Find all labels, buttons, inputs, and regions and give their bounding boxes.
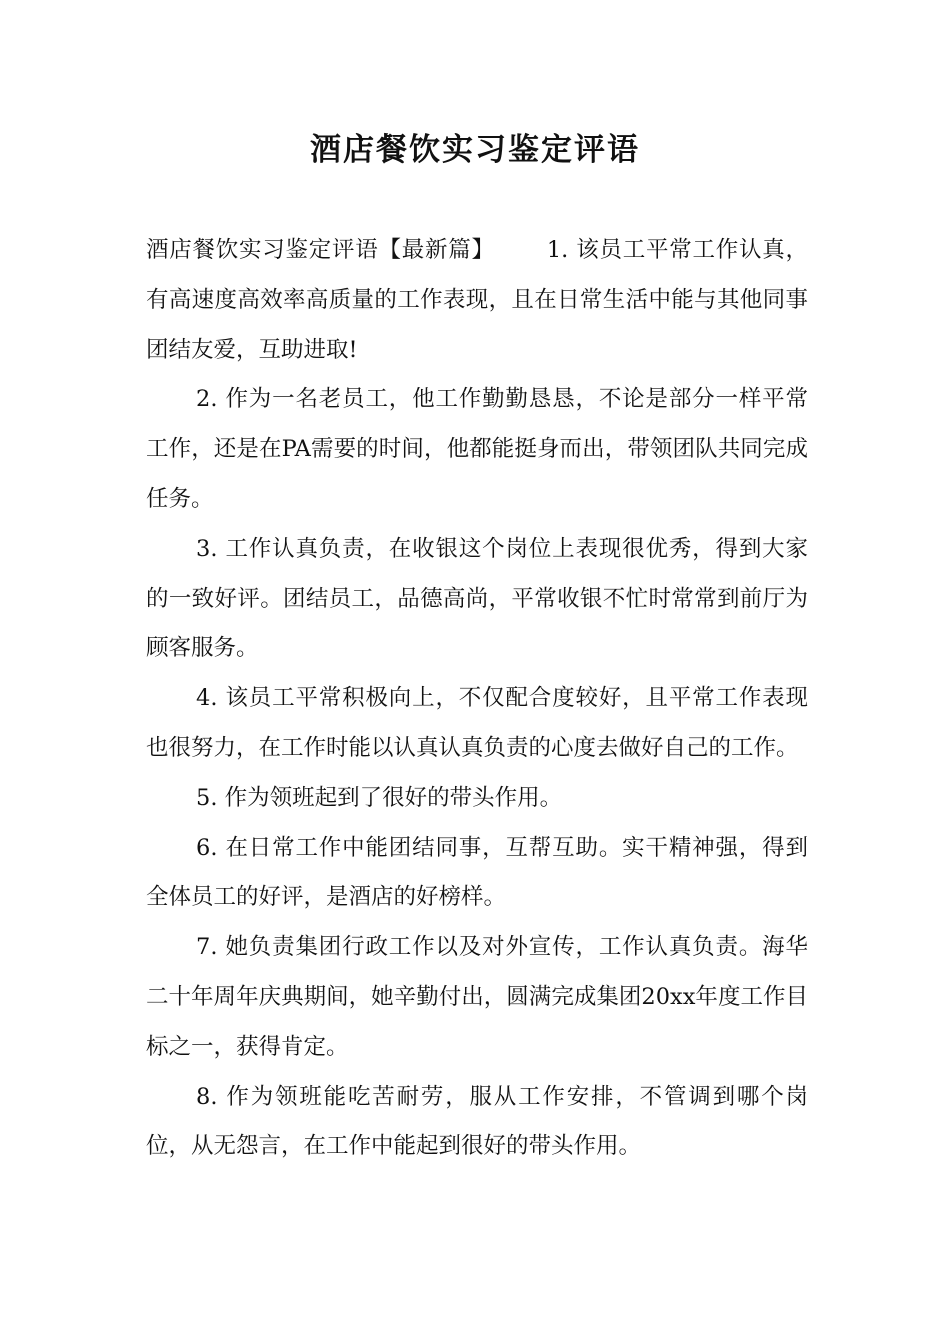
paragraph-6: 6. 在日常工作中能团结同事，互帮互助。实干精神强，得到全体员工的好评，是酒店的好榜样。 bbox=[146, 834, 808, 911]
paragraph-7: 7. 她负责集团行政工作以及对外宣传，工作认真负责。海华二十年周年庆典期间，她辛勤付出，圆满完成集团20xx年度工作目标之一，获得肯定。 bbox=[146, 934, 808, 1060]
paragraph-5: 5. 作为领班起到了很好的带头作用。 bbox=[196, 784, 563, 811]
paragraph-4: 4. 该员工平常积极向上，不仅配合度较好，且平常工作表现也很努力，在工作时能以认真认真负责的心度去做好自己的工作。 bbox=[146, 685, 808, 761]
paragraph-1 bbox=[146, 226, 808, 375]
document-body bbox=[146, 226, 808, 1172]
document-title: 酒店餐饮实习鉴定评语 bbox=[310, 132, 640, 168]
intro-heading: 酒店餐饮实习鉴定评语【最新篇】 bbox=[146, 237, 495, 263]
paragraph-8: 8. 作为领班能吃苦耐劳，服从工作安排，不管调到哪个岗位，从无怨言，在工作中能起到很好的带头作用。 bbox=[146, 1083, 808, 1160]
paragraph-3: 3. 工作认真负责，在收银这个岗位上表现很优秀，得到大家的一致好评。团结员工，品德高尚，平常收银不忙时常常到前厅为顾客服务。 bbox=[146, 535, 808, 662]
paragraph-1-text: 1. 该员工平常工作认真，有高速度高效率高质量的工作表现，且在日常生活中能与其他同事团结友爱，互助进取! bbox=[146, 237, 808, 363]
paragraph-2: 2. 作为一名老员工，他工作勤勤恳恳，不论是部分一样平常工作，还是在PA需要的时间，他都能挺身而出，带领团队共同完成任务。 bbox=[146, 386, 808, 512]
